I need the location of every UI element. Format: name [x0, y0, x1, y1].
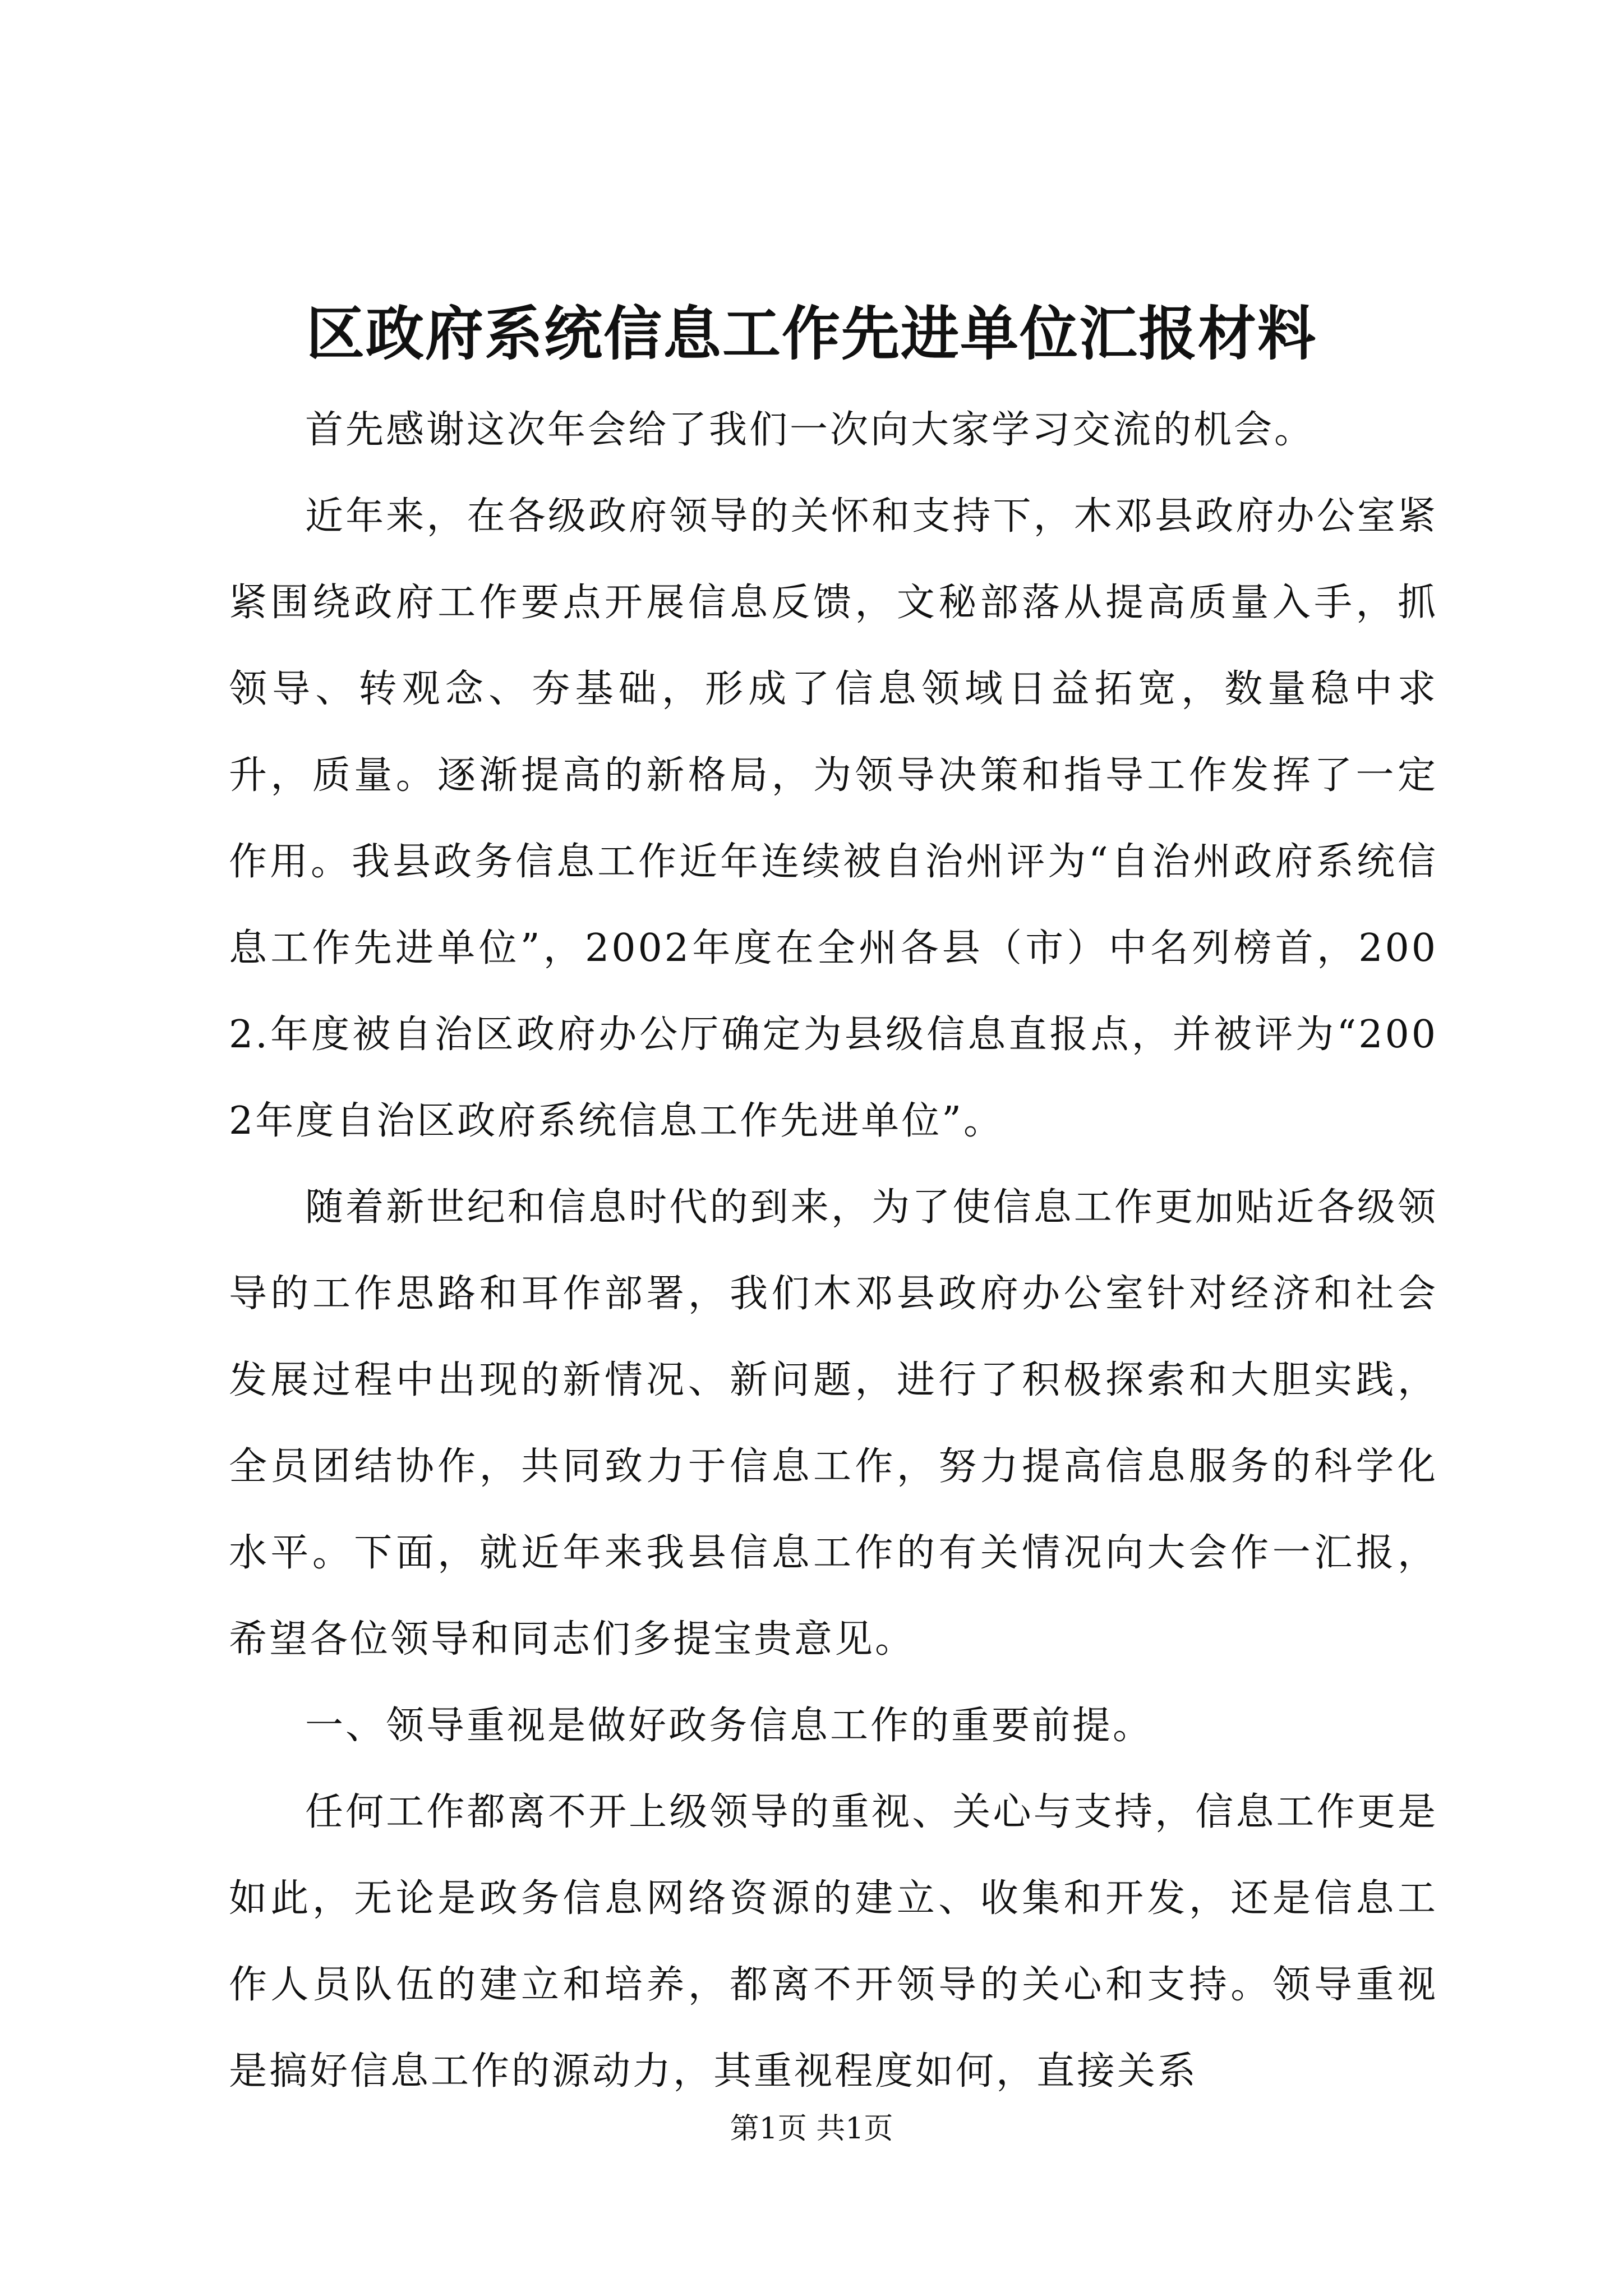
- section-heading-1: 一、领导重视是做好政务信息工作的重要前提。: [305, 1704, 1154, 1748]
- document-title: 区政府系统信息工作先进单位汇报材料: [306, 299, 1317, 368]
- paragraph-intro: 首先感谢这次年会给了我们一次向大家学习交流的机会。: [305, 408, 1315, 452]
- paragraph-leadership: 任何工作都离不开上级领导的重视、关心与支持，信息工作更是如此，无论是政务信息网络资源的建立、收集和开发，还是信息工作人员队伍的建立和培养，都离不开领导的关心和支持。领导重视是搞好信息工作的源动力，其重视程度如何，直接关系: [229, 1790, 1438, 2093]
- document-body: [229, 387, 1438, 2115]
- page-footer: 第1页 共1页: [730, 2112, 893, 2146]
- paragraph-background: 近年来，在各级政府领导的关怀和支持下，木邓县政府办公室紧紧围绕政府工作要点开展信息反馈，文秘部落从提高质量入手，抓领导、转观念、夯基础，形成了信息领域日益拓宽，数量稳中求升，质量。逐渐提高的新格局，为领导决策和指导工作发挥了一定作用。我县政务信息工作近年连续被自治州评为“自治州政府系统信息工作先进单位”，2002年度在全州各县（市）中名列榜首，2002.年度被自治区政府办公厅确定为县级信息直报点，并被评为“2002年度自治区政府系统信息工作先进单位”。: [229, 494, 1438, 1143]
- paragraph-new-era: 随着新世纪和信息时代的到来，为了使信息工作更加贴近各级领导的工作思路和耳作部署，我们木邓县政府办公室针对经济和社会发展过程中出现的新情况、新问题，进行了积极探索和大胆实践，全员团结协作，共同致力于信息工作，努力提高信息服务的科学化水平。下面，就近年来我县信息工作的有关情况向大会作一汇报，希望各位领导和同志们多提宝贵意见。: [229, 1185, 1438, 1662]
